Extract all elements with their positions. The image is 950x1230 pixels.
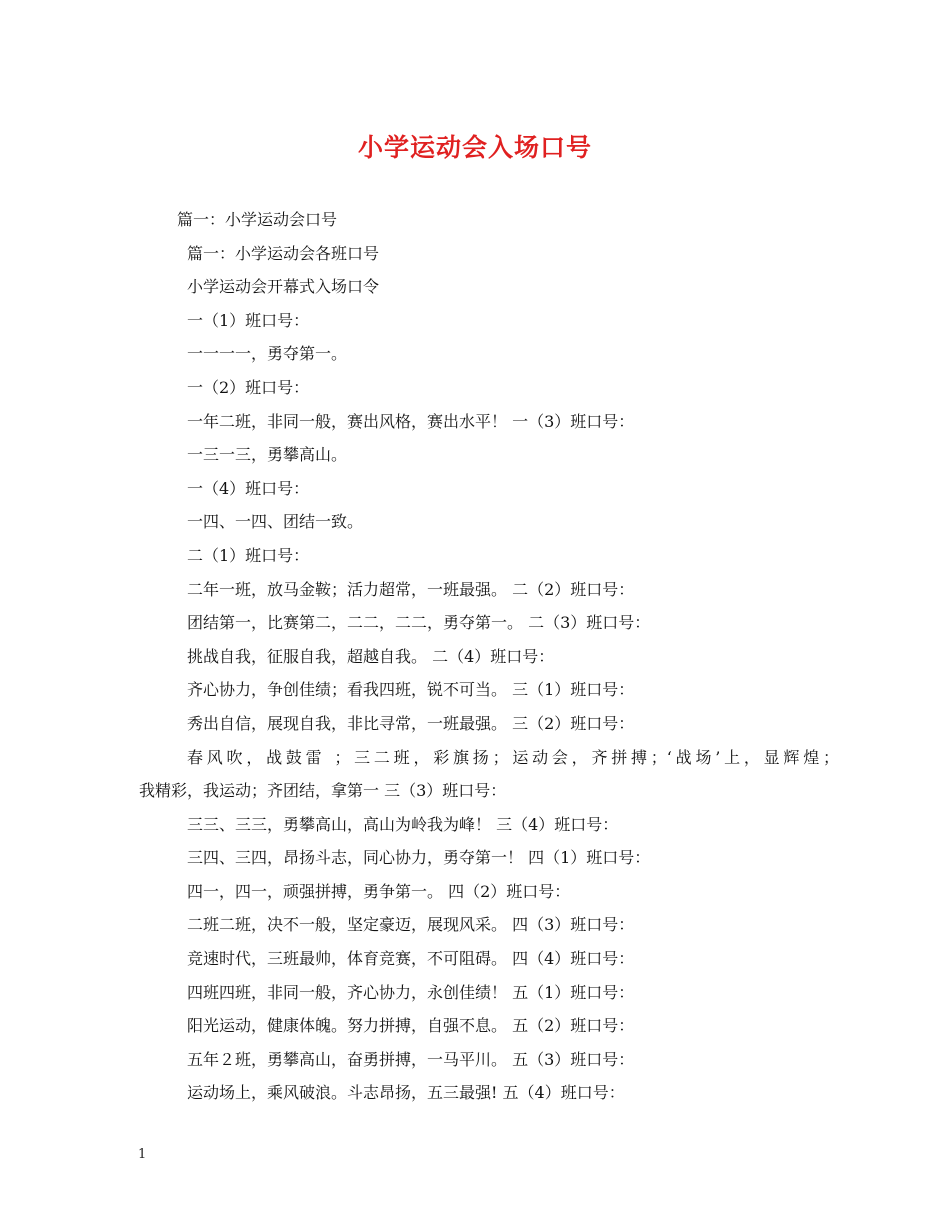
body-line: 一一一一，勇夺第一。	[187, 344, 348, 364]
body-line: 团结第一，比赛第二，二二，二二，勇夺第一。 二（3）班口号：	[187, 613, 651, 633]
body-line: 一（1）班口号：	[187, 310, 310, 330]
body-line: 小学运动会开幕式入场口令	[187, 277, 380, 297]
body-line: 一三一三，勇攀高山。	[187, 445, 348, 465]
body-line: 篇一：小学运动会各班口号	[187, 243, 380, 263]
document-title: 小学运动会入场口号	[357, 133, 592, 162]
body-line: 齐心协力，争创佳绩；看我四班，锐不可当。 三（1）班口号：	[187, 680, 635, 700]
document-body	[139, 203, 839, 1110]
body-line: 四班四班，非同一般，齐心协力，永创佳绩！ 五（1）班口号：	[187, 982, 635, 1002]
body-line: 一（4）班口号：	[187, 478, 310, 498]
body-line: 三三、三三，勇攀高山，高山为岭我为峰！ 三（4）班口号：	[187, 814, 619, 834]
body-line: 挑战自我，征服自我，超越自我。 二（4）班口号：	[187, 646, 555, 666]
body-line: 秀出自信，展现自我，非比寻常，一班最强。 三（2）班口号：	[187, 713, 635, 733]
body-line: 四一，四一，顽强拼搏，勇争第一。 四（2）班口号：	[187, 881, 571, 901]
body-line: 二年一班，放马金鞍；活力超常，一班最强。 二（2）班口号：	[187, 579, 635, 599]
body-line: 竞速时代，三班最帅，体育竞赛，不可阻碍。 四（4）班口号：	[187, 949, 635, 969]
page-number: 1	[138, 1147, 147, 1162]
body-line: 阳光运动，健康体魄。努力拼搏，自强不息。 五（2）班口号：	[187, 1016, 635, 1036]
body-line: 一（2）班口号：	[187, 377, 310, 397]
body-line: 二班二班，决不一般，坚定豪迈，展现风采。 四（3）班口号：	[187, 915, 635, 935]
body-line: 五年２班，勇攀高山，奋勇拼搏，一马平川。 五（3）班口号：	[187, 1049, 635, 1069]
body-line: 春风吹，战鼓雷 ；三二班，彩旗扬；运动会，齐拼搏；‘战场’上，显辉煌；	[187, 747, 839, 767]
body-line: 一年二班，非同一般，赛出风格，赛出水平！ 一（3）班口号：	[187, 411, 635, 431]
body-line: 三四、三四，昂扬斗志，同心协力，勇夺第一！ 四（1）班口号：	[187, 848, 651, 868]
body-line: 一四、一四、团结一致。	[187, 512, 364, 532]
body-line: 我精彩，我运动；齐团结，拿第一 三（3）班口号：	[139, 781, 507, 801]
body-line: 篇一：小学运动会口号	[177, 210, 338, 229]
body-line: 二（1）班口号：	[187, 545, 310, 565]
body-line: 运动场上，乘风破浪。斗志昂扬，五三最强! 五（4）班口号：	[187, 1083, 625, 1103]
